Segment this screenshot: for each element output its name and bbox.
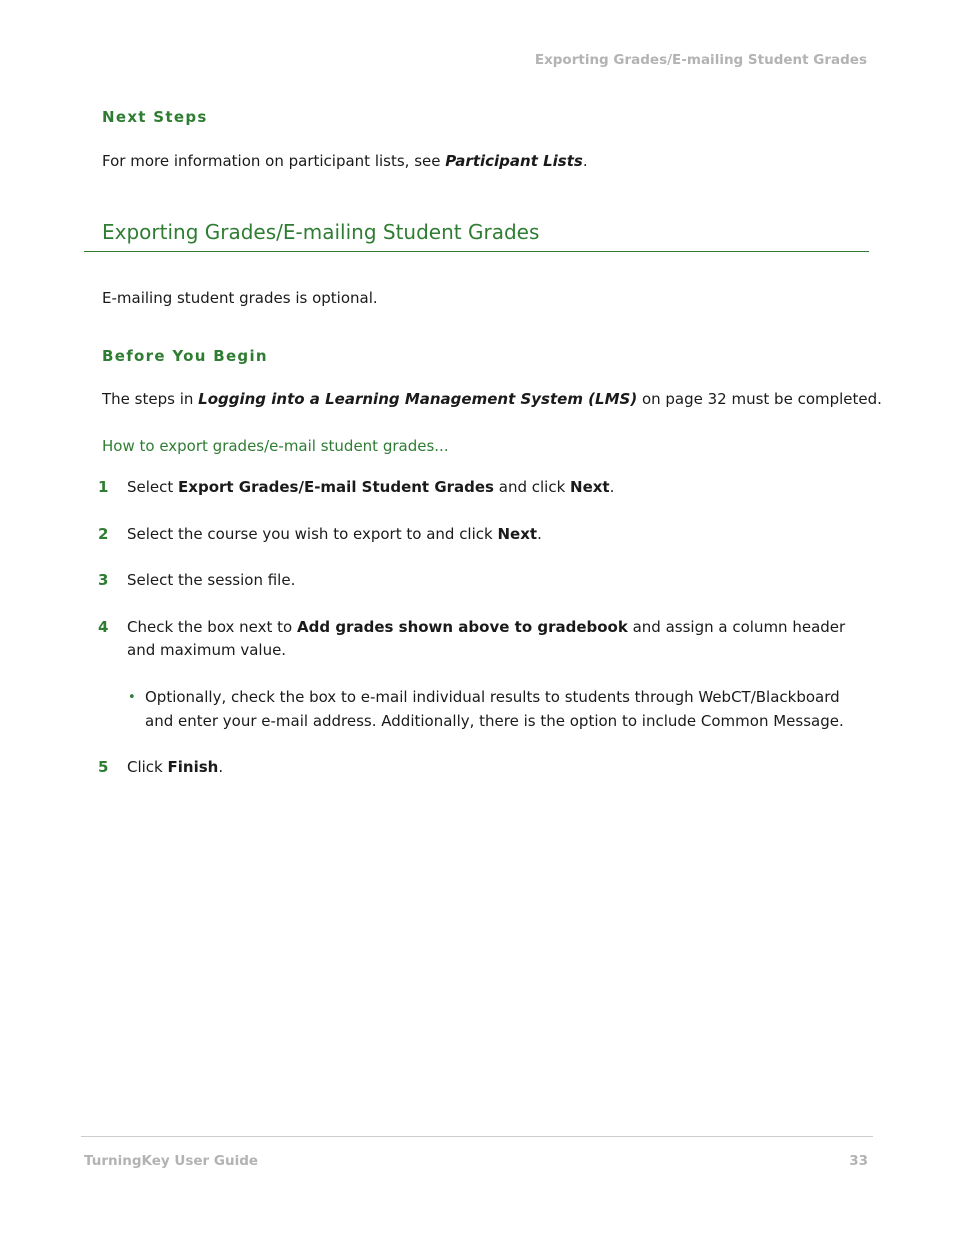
step-text xyxy=(127,756,867,779)
section-intro: E-mailing student grades is optional. xyxy=(102,289,378,307)
step-number: 4 xyxy=(98,618,109,636)
step-text xyxy=(127,523,867,546)
next-steps-text-after: . xyxy=(582,152,588,170)
step-text xyxy=(127,569,867,592)
footer-guide-title: TurningKey User Guide xyxy=(84,1153,259,1169)
step-subitem-text: Optionally, check the box to e-mail individual results to students through WebCT/Blackboard and enter your e-mail address. Additionally, there is the option to include Common Message. xyxy=(145,688,844,730)
next-steps-text xyxy=(102,151,588,171)
step-text-part: Select the session file. xyxy=(127,571,296,589)
step-number: 3 xyxy=(98,571,109,589)
step-ui-term: Next xyxy=(570,478,610,496)
step-text-part: . xyxy=(609,478,615,496)
step-text-part: Select the course you wish to export to and click xyxy=(127,525,498,543)
before-you-begin-text-before: The steps in xyxy=(102,390,199,408)
step-number: 2 xyxy=(98,525,109,543)
before-you-begin-text-after: on page 32 must be completed. xyxy=(637,390,882,408)
running-header: Exporting Grades/E-mailing Student Grades xyxy=(534,52,867,68)
step-ui-term: Export Grades/E-mail Student Grades xyxy=(178,478,494,496)
step-text-part: Click xyxy=(127,758,168,776)
step-text-part: and click xyxy=(493,478,571,496)
next-steps-heading: Next Steps xyxy=(102,108,208,126)
next-steps-text-before: For more information on participant lists, see xyxy=(102,152,446,170)
step-text xyxy=(127,616,867,662)
bullet-icon: • xyxy=(128,690,136,705)
step-ui-term: Add grades shown above to gradebook xyxy=(297,618,628,636)
before-you-begin-text xyxy=(102,389,882,409)
step-text-part: . xyxy=(218,758,224,776)
procedure-link[interactable]: How to export grades/e-mail student grades... xyxy=(102,437,449,455)
step-text-part: Select xyxy=(127,478,179,496)
step-text-part: Check the box next to xyxy=(127,618,298,636)
lms-login-reference[interactable]: Logging into a Learning Management System (LMS) xyxy=(198,390,638,408)
step-ui-term: Finish xyxy=(167,758,219,776)
step-text-part: . xyxy=(537,525,542,543)
step-text-part: and assign a column header and maximum value. xyxy=(127,618,846,659)
section-divider xyxy=(84,251,869,252)
step-number: 5 xyxy=(98,758,109,776)
section-title: Exporting Grades/E-mailing Student Grades xyxy=(102,220,540,244)
step-ui-term: Next xyxy=(497,525,538,543)
page-number: 33 xyxy=(849,1153,868,1169)
footer-divider xyxy=(81,1136,873,1137)
before-you-begin-heading: Before You Begin xyxy=(102,347,268,365)
participant-lists-reference[interactable]: Participant Lists xyxy=(445,152,583,170)
step-number: 1 xyxy=(98,478,109,496)
step-text xyxy=(127,476,867,499)
